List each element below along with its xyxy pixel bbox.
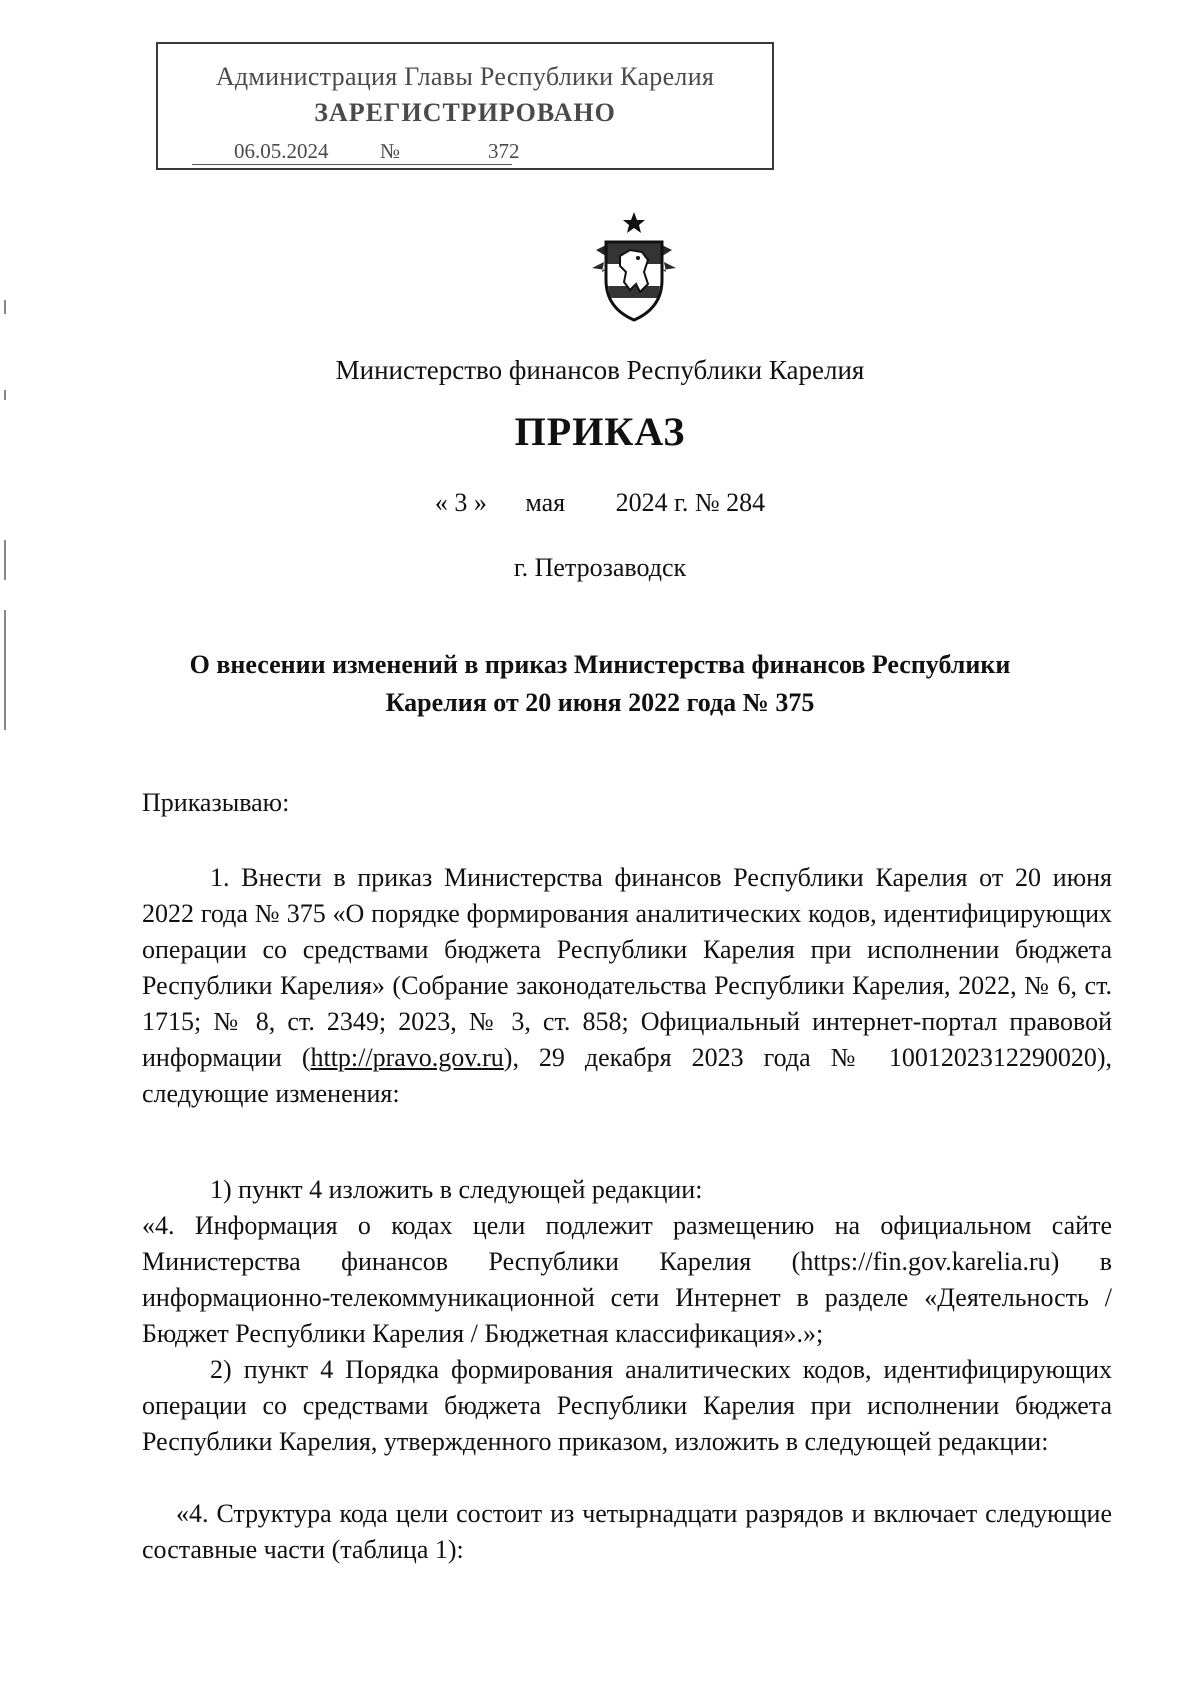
order-word: Приказываю: [142, 788, 290, 817]
ministry-name: Министерство финансов Республики Карелия [335, 355, 865, 385]
scan-mark [4, 610, 6, 730]
city: г. Петрозаводск [513, 553, 687, 582]
quoted-item-4: «4. Информация о кодах цели подлежит размещению на официальном сайте Министерства финансов Республики Карелия (https://fin.gov.karelia.ru) в информационно-телекоммуникационной сети Интернет в разделе «Деятельность / Бюджет Республики Карелия / Бюджетная классификация».»; [142, 1211, 1112, 1348]
item-1-text-a: 1. Внести в приказ Министерства финансов Республики Карелия от 20 июня 2022 года № 375 «О порядке формирования аналитических кодов, идентифицирующих операции со средствами бюджета Республики Карелия при исполнении бюджета Республики Карелия» (Собрание законодательства Республики Карелия, 2022, № 6, ст. 1715; № 8, ст. 2349; 2023, № 3, ст. 858; Официальный интернет-портал правовой информации ( [142, 863, 1112, 1072]
stamp-number: 372 [488, 139, 520, 163]
scan-mark [4, 540, 6, 580]
karelia-coat-of-arms-icon [586, 210, 682, 324]
stamp-underline [192, 164, 512, 165]
heading-line-1: О внесении изменений в приказ Министерства финансов Республики [189, 650, 1011, 679]
heading-line-2: Карелия от 20 июня 2022 года № 375 [385, 688, 815, 717]
document-heading [0, 646, 1200, 722]
stamp-number-sign: № [380, 139, 401, 163]
order-date-month: мая [525, 488, 566, 517]
scan-mark [4, 390, 6, 400]
subitem-2: 2) пункт 4 Порядка формирования аналитических кодов, идентифицирующих операции со средствами бюджета Республики Карелия при исполнении бюджета Республики Карелия, утвержденного приказом, изложить в следующей редакции: [142, 1355, 1112, 1456]
subitem-1: 1) пункт 4 изложить в следующей редакции: [210, 1175, 703, 1204]
order-date-year-number: 2024 г. № 284 [615, 488, 766, 517]
registration-stamp [156, 42, 774, 170]
stamp-status: ЗАРЕГИСТРИРОВАНО [314, 98, 616, 127]
stamp-organization: Администрация Главы Республики Карелия [215, 62, 715, 91]
scan-mark [4, 300, 6, 314]
item-1-paragraph [142, 860, 1112, 1112]
document-type: ПРИКАЗ [514, 409, 686, 454]
order-date-day: « 3 » [434, 488, 487, 517]
order-date [0, 488, 1200, 518]
quoted-item-4-structure: «4. Структура кода цели состоит из четырнадцати разрядов и включает следующие составные части (таблица 1): [142, 1499, 1112, 1564]
item-1-text-b: ), 29 декабря 2023 года № 1001202312290020), следующие изменения: [142, 1043, 1112, 1108]
stamp-date: 06.05.2024 [234, 139, 329, 163]
pravo-link[interactable]: http://pravo.gov.ru [310, 1043, 504, 1072]
